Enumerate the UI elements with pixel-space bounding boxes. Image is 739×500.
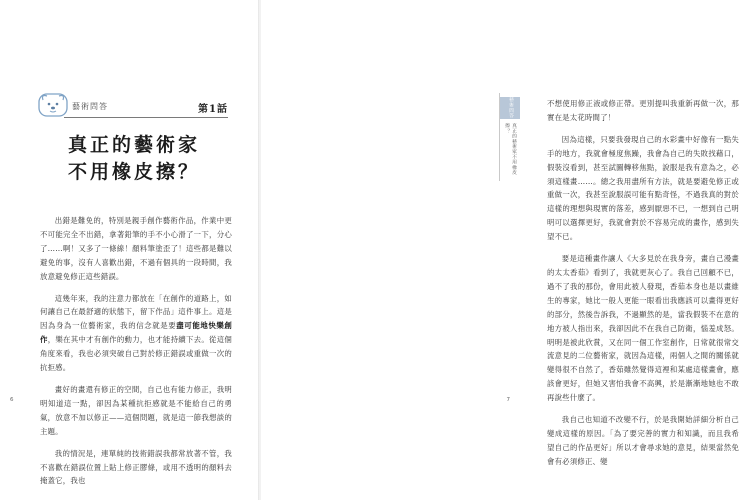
paragraph: 因為這樣，只要我發現自己的水彩畫中好像有一點失手的地方，我就會極度焦躁，我會為自己的失敗找藉口，假裝沒看到，甚至試圖轉移焦點，說服是我有意為之，必須這樣畫……。總之我用盡所有方法，就是要避免修正或重做一次，我甚至說服誤可能有點奇怪，不過我真的對於這樣的理想與現實的落差，感到厭惡不已，一想到自己明明可以選擇更好，我就會對於不容易完成的畫作，感到失望不已。 [547, 134, 739, 242]
left-page [0, 0, 259, 500]
header-rule [64, 117, 228, 118]
page-number-right: 7 [506, 397, 510, 403]
series-label: 藝術問答 [72, 102, 108, 111]
paragraph: 要是這種畫作讓人《大多見於在我身旁，畫自己漫畫的太太香茹》看到了，我就更灰心了。我自己回顧不已，過不了我的那份，會用此被人發現，香茹本身也是以畫維生的專家，她比一般人更能一眼看出我應該可以畫得更好的部分，然後告訴我，不過顯然的是，當我假裝不在意的地方被人指出來，我卻因此不在我自己防衛，惱羞成怒。明明是被此欣賞，又在同一個工作室創作，日常就很常交流意見的二位藝術家，就因為這樣，兩個人之間的關係就變得很不自然了，香茹雖然覺得這裡和某處這樣畫會，應該會更好，但她又害怕我會不高興，於是漸漸地她也不敢再說些什麼了。 [547, 254, 739, 403]
paragraph-continued: 不想使用修正液或修正帶。更別提叫我重新再做一次，那實在是太花時間了！ [547, 99, 739, 122]
page-number-left: 6 [10, 397, 14, 403]
chapter-title-line-1: 真正的藝術家 [67, 134, 200, 156]
chapter-header [38, 92, 228, 118]
left-body-text [40, 214, 232, 486]
thumb-chapter-label: 真正的藝術家不用橡皮擦？ [504, 123, 516, 175]
chapter-title [40, 132, 228, 186]
paragraph: 畫好的畫還有修正的空間，自己也有能力修正，我明明知道這一點，卻因為某種抗拒感就是不能給自己的勇氣，放意不加以修正——這個問題，就是這一節我想談的主題。 [40, 384, 232, 436]
paragraph: 我自己也知道不改變不行，於是我開始詳細分析自己變成這樣的原因。「為了要完善的實力和知識，而且我希望自己的作品更好」所以才會尋求她的意見，結果當然免會有必須修正、變 [547, 415, 739, 466]
paragraph: 出錯是難免的，特別是親手創作藝術作品，作業中更不可能完全不出錯，拿著鉛筆的手不小心滑了一下，分心了……啊！又多了一條線！顏料筆塗歪了！這些都是難以避免的事，沒有人喜歡出錯，不過有個具的一段時間，我放意避免修正這些錯誤。 [40, 216, 232, 281]
emphasized-phrase: 盡可能地快樂創作 [40, 321, 232, 345]
paragraph-with-emphasis: 這幾年來，我的注意力都放在「在創作的道路上，如何讓自己在最舒適的狀態下，留下作品」這件事上。這是因為身為一位藝術家，我的信念就是要盡可能地快樂創作，樂在其中才有創作的動力，也才能持續下去。從這個角度來看，我也必須突破自己對於修正錯誤或重做一次的抗拒感。 [40, 293, 232, 373]
thumb-series-label: 藝術問答 [500, 97, 520, 119]
thumb-index-tab [499, 93, 520, 181]
paragraph: 我的情況是，連單純的技術錯誤我都常放著不管，我不喜歡在錯誤位置上貼上修正膠條，或用不透明的顏料去掩蓋它，我也 [40, 448, 232, 486]
dog-mascot-icon [38, 92, 68, 118]
chapter-number: 第1話 [198, 104, 228, 115]
chapter-title-line-2: 不用橡皮擦？ [67, 161, 200, 183]
right-page [261, 0, 739, 500]
right-body-text [547, 97, 739, 466]
